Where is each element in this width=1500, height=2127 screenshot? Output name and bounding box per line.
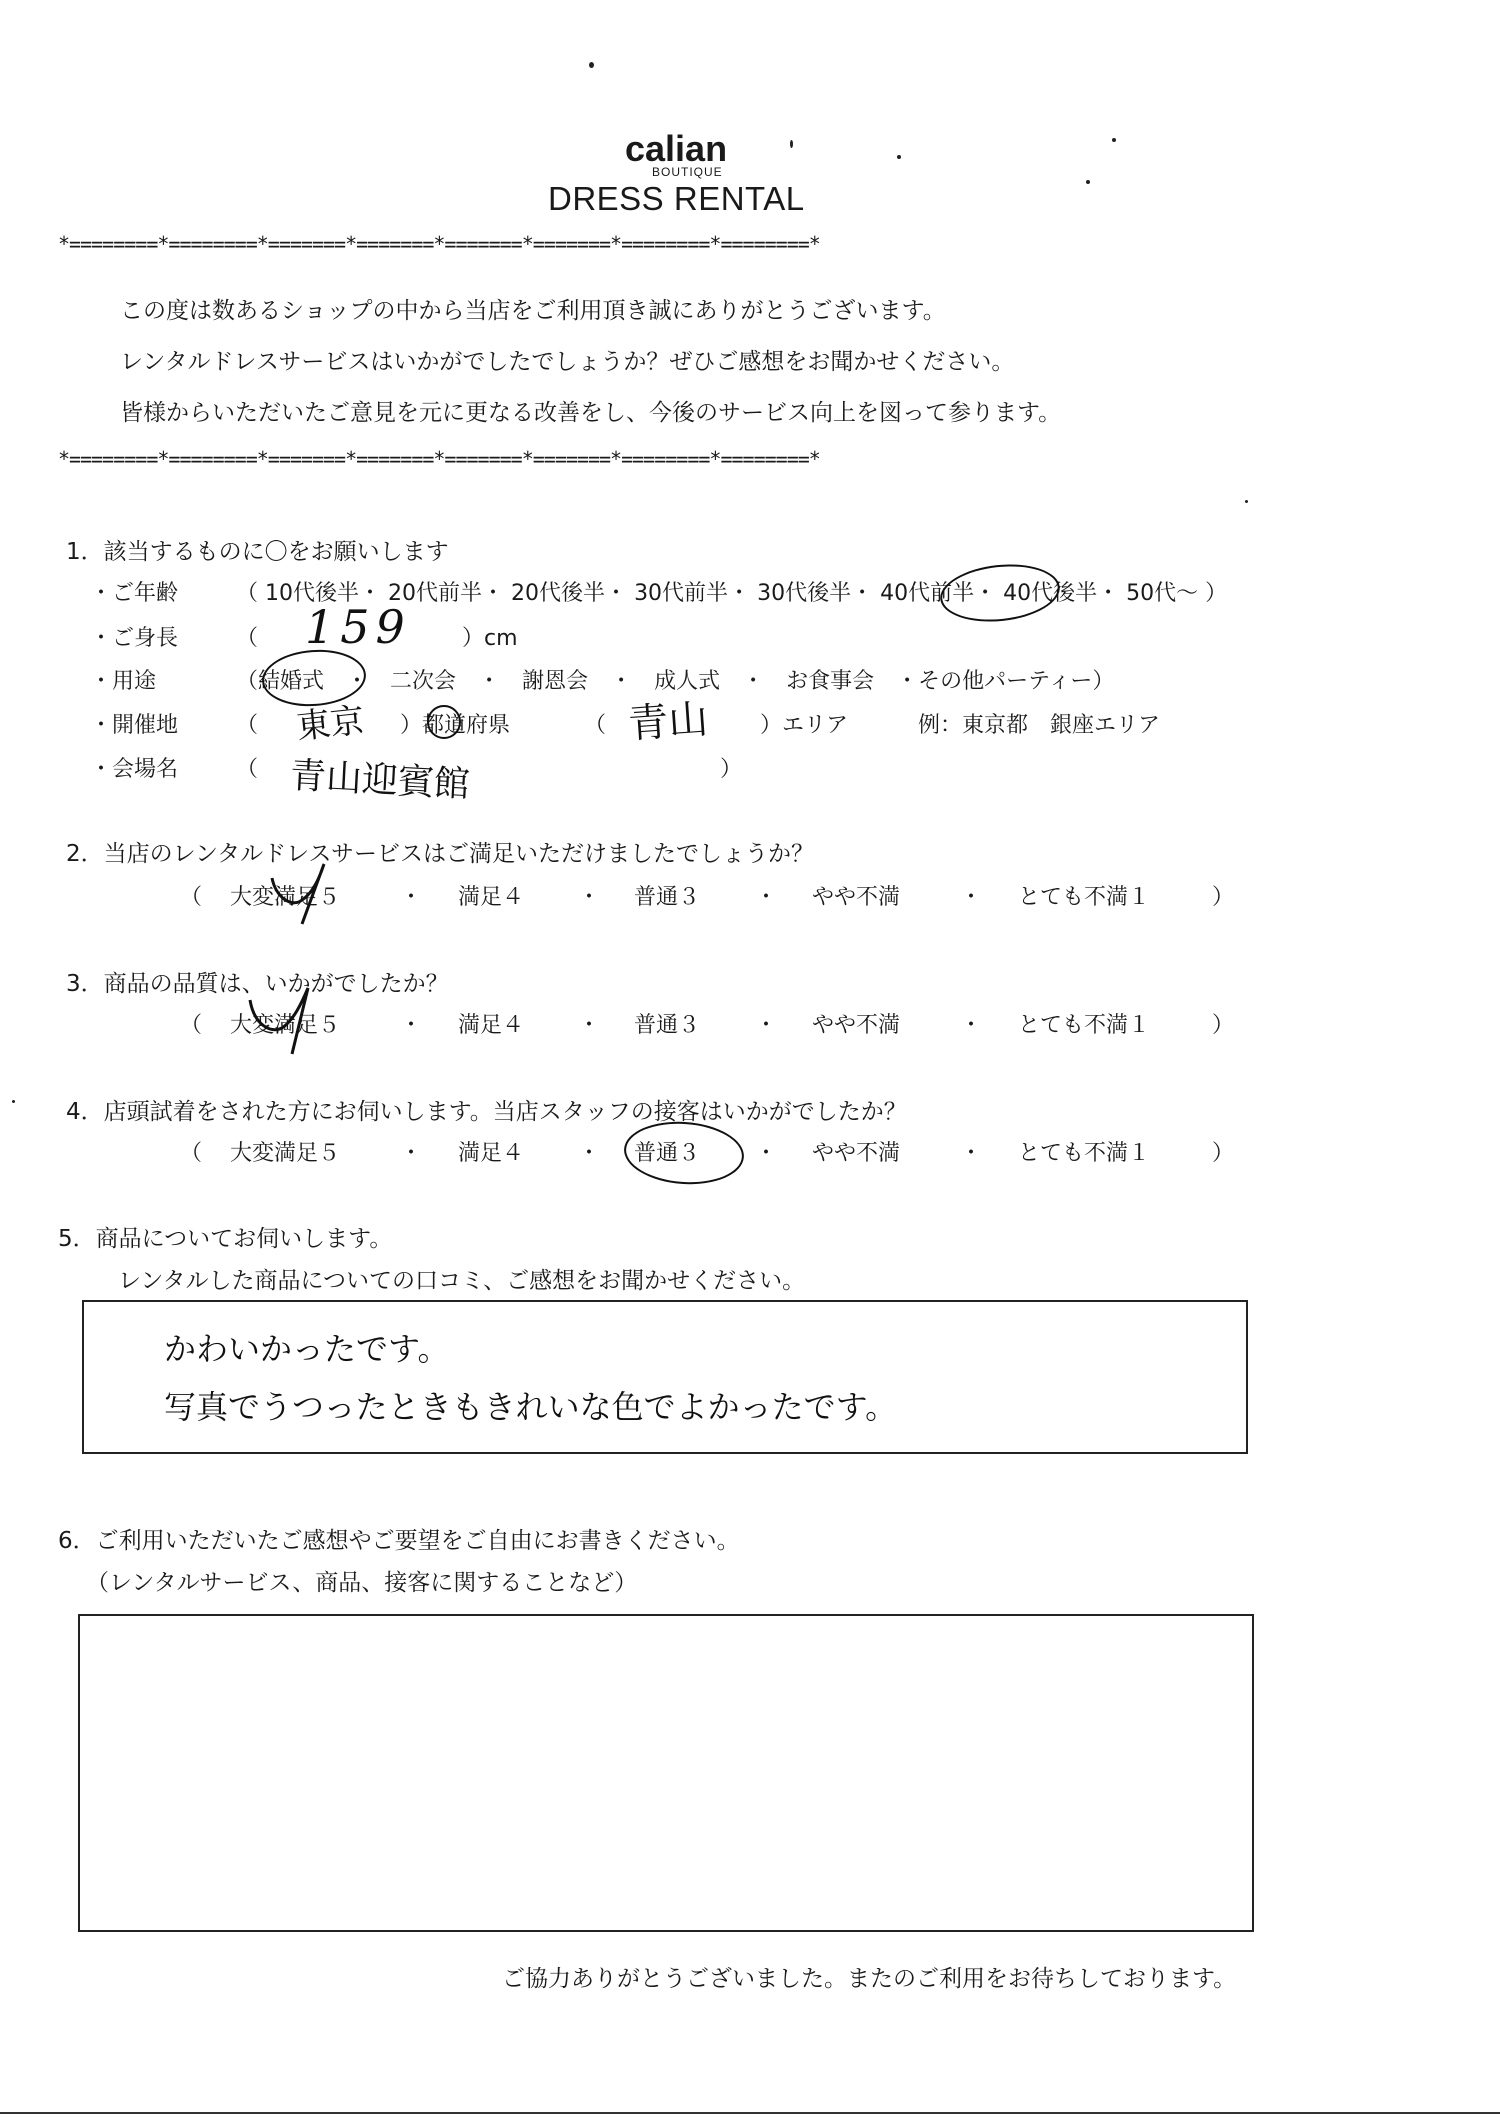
age-sep: ・ [851, 581, 874, 606]
age-sep: ・ [728, 581, 751, 606]
age-option[interactable]: 20代前半 [388, 581, 483, 606]
q5-title: 5．商品についてお伺いします。 [58, 1226, 393, 1252]
age-option[interactable]: 30代前半 [634, 581, 729, 606]
venue-name-label: ・会場名 [90, 757, 179, 782]
q3-option[interactable]: やや不満 [812, 1013, 901, 1038]
rating-sep: ・ [960, 1141, 983, 1166]
rating-sep: ・ [400, 1141, 423, 1166]
scan-speck [589, 62, 594, 68]
venue-name-value[interactable]: 青山迎賓館 [288, 755, 471, 806]
height-close: ）cm [462, 626, 518, 651]
rating-sep: ・ [960, 1013, 983, 1038]
prefecture-selected-circle [427, 705, 461, 739]
rating-open: （ [180, 885, 203, 910]
q6-answer-box[interactable] [78, 1614, 1254, 1932]
age-sep: ・ [605, 581, 628, 606]
scan-speck [897, 155, 901, 159]
q5-subtitle: レンタルした商品についての口コミ、ご感想をお聞かせください。 [118, 1268, 806, 1294]
venue-name-close: ） [720, 757, 743, 782]
age-option[interactable]: 40代後半 [1003, 581, 1098, 606]
scan-speck [12, 1100, 15, 1103]
age-sep: ・ [359, 581, 382, 606]
height-open: （ [236, 626, 259, 651]
age-option[interactable]: 10代後半 [265, 581, 360, 606]
q3-option[interactable]: とても不満１ [1018, 1013, 1151, 1038]
age-option-selected[interactable]: 40代前半 [880, 581, 975, 606]
purpose-option[interactable]: 成人式 [654, 669, 721, 694]
prefecture-suffix: ）都道府県 [400, 713, 511, 738]
q2-check-mark [262, 858, 342, 928]
q6-subtitle: （レンタルサービス、商品、接客に関することなど） [86, 1570, 638, 1596]
intro-line-2: レンタルドレスサービスはいかがでしたでしょうか？ぜひご感想をお聞かせください。 [120, 349, 1015, 375]
rating-close: ） [1212, 1141, 1235, 1166]
scan-speck [1112, 138, 1116, 142]
q4-option-selected[interactable]: 普通３ [634, 1141, 701, 1166]
purpose-option-selected[interactable]: 結婚式 [258, 669, 325, 694]
rating-sep: ・ [578, 1013, 601, 1038]
q4-option[interactable]: 大変満足５ [230, 1141, 341, 1166]
q4-option[interactable]: とても不満１ [1018, 1141, 1151, 1166]
purpose-label: ・用途 [90, 669, 157, 694]
rating-open: （ [180, 1013, 203, 1038]
age-selected-circle [937, 559, 1062, 627]
rating-sep: ・ [755, 1141, 778, 1166]
q2-rating-row [180, 880, 202, 911]
q4-option[interactable]: やや不満 [812, 1141, 901, 1166]
age-label: ・ご年齢 [90, 581, 179, 606]
closing-message: ご協力ありがとうございました。またのご利用をお待ちしております。 [502, 1966, 1237, 1992]
q4-title: 4．店頭試着をされた方にお伺いします。当店スタッフの接客はいかがでしたか？ [66, 1099, 907, 1125]
q2-option[interactable]: とても不満１ [1018, 885, 1151, 910]
q4-selected-circle [622, 1118, 746, 1188]
q2-title: 2．当店のレンタルドレスサービスはご満足いただけましたでしょうか？ [66, 841, 814, 867]
height-label: ・ご身長 [90, 626, 179, 651]
scan-speck [1086, 180, 1090, 184]
purpose-open: （ [236, 669, 259, 694]
service-title: DRESS RENTAL [548, 180, 805, 217]
q2-option-selected[interactable]: 大変満足５ [230, 885, 341, 910]
purpose-sep: ・ [896, 669, 919, 694]
purpose-sep: ・ [346, 669, 369, 694]
age-option[interactable]: 20代後半 [511, 581, 606, 606]
venue-area-open: （ [236, 713, 259, 738]
intro-line-3: 皆様からいただいたご意見を元に更なる改善をし、今後のサービス向上を図って参ります。 [120, 400, 1062, 426]
q3-option[interactable]: 普通３ [634, 1013, 701, 1038]
age-sep: ・ [974, 581, 997, 606]
purpose-option[interactable]: その他パーティー [918, 669, 1093, 694]
q1-title: 1．該当するものに〇をお願いします [66, 539, 449, 565]
rating-sep: ・ [578, 885, 601, 910]
page-bottom-edge [0, 2112, 1500, 2114]
purpose-sep: ・ [742, 669, 765, 694]
scan-speck [1245, 500, 1248, 503]
rating-sep: ・ [755, 1013, 778, 1038]
rating-close: ） [1212, 1013, 1235, 1038]
q2-option[interactable]: 満足４ [458, 885, 525, 910]
q2-option[interactable]: やや不満 [812, 885, 901, 910]
q4-option[interactable]: 満足４ [458, 1141, 525, 1166]
prefecture-value[interactable]: 東京 [294, 700, 367, 748]
q5-answer-line-2: 写真でうつったときもきれいな色でよかったです。 [164, 1388, 898, 1426]
separator-bottom: *========*========*=======*=======*=======*=======*========*========* [58, 447, 820, 471]
purpose-option[interactable]: 謝恩会 [522, 669, 589, 694]
height-value[interactable]: 159 [305, 600, 411, 654]
rating-sep: ・ [400, 885, 423, 910]
age-option[interactable]: 50代〜 [1126, 581, 1199, 606]
q3-title: 3．商品の品質は、いかがでしたか？ [66, 971, 449, 997]
purpose-option[interactable]: 二次会 [390, 669, 457, 694]
q3-check-mark [236, 980, 336, 1060]
area-value[interactable]: 青山 [626, 696, 710, 748]
purpose-sep: ・ [610, 669, 633, 694]
q5-answer-box[interactable] [82, 1300, 1248, 1454]
q6-title: 6．ご利用いただいたご感想やご要望をご自由にお書きください。 [58, 1528, 740, 1554]
q3-option[interactable]: 満足４ [458, 1013, 525, 1038]
age-close: ） [1205, 581, 1228, 606]
scan-speck [790, 140, 793, 148]
q2-option[interactable]: 普通３ [634, 885, 701, 910]
q5-answer-line-1: かわいかったです。 [164, 1330, 450, 1368]
rating-open: （ [180, 1141, 203, 1166]
rating-sep: ・ [578, 1141, 601, 1166]
rating-close: ） [1212, 885, 1235, 910]
intro-line-1: この度は数あるショップの中から当店をご利用頂き誠にありがとうございます。 [120, 298, 946, 324]
brand-logo: calian [625, 128, 728, 169]
separator-top: *========*========*=======*=======*=======*=======*========*========* [58, 232, 820, 256]
brand-logo-sub: BOUTIQUE [652, 165, 723, 179]
venue-area-label: ・開催地 [90, 713, 179, 738]
purpose-option[interactable]: お食事会 [786, 669, 875, 694]
age-open: （ [236, 581, 259, 606]
area-open: （ [584, 713, 607, 738]
q3-option-selected[interactable]: 大変満足５ [230, 1013, 341, 1038]
age-sep: ・ [1097, 581, 1120, 606]
purpose-close: ） [1092, 669, 1115, 694]
rating-sep: ・ [400, 1013, 423, 1038]
rating-sep: ・ [960, 885, 983, 910]
area-suffix: ）エリア [760, 713, 849, 738]
age-option[interactable]: 30代後半 [757, 581, 852, 606]
purpose-sep: ・ [478, 669, 501, 694]
age-sep: ・ [482, 581, 505, 606]
area-example: 例：東京都 銀座エリア [918, 713, 1161, 738]
venue-name-open: （ [236, 757, 259, 782]
rating-sep: ・ [755, 885, 778, 910]
